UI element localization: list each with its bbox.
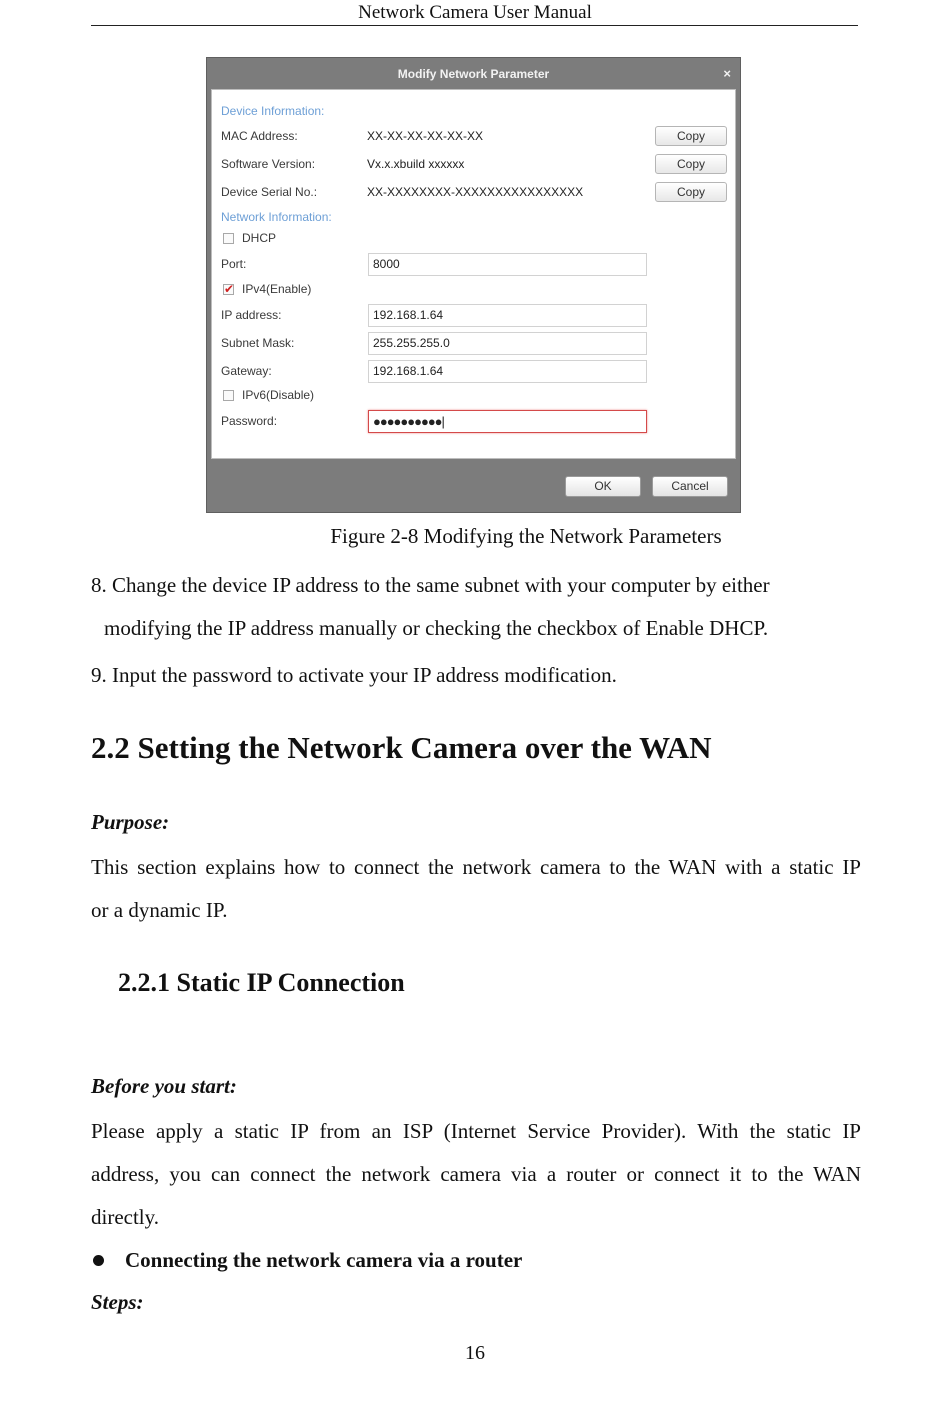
step-8-line-2: modifying the IP address manually or checking the checkbox of Enable DHCP. [104,616,769,640]
bullet-item: Connecting the network camera via a router [125,1248,523,1272]
before-line-1: Please apply a static IP from an ISP (Internet Service Provider). With the static IP [91,1119,861,1143]
serial-number-value: XX-XXXXXXXX-XXXXXXXXXXXXXXXX [367,185,584,199]
mac-address-value: XX-XX-XX-XX-XX-XX [367,129,484,143]
dhcp-label: DHCP [242,231,277,245]
ipv6-checkbox[interactable] [223,390,234,401]
step-9: 9. Input the password to activate your IP address modification. [91,663,617,687]
gateway-input[interactable]: 192.168.1.64 [368,360,647,383]
mac-address-label: MAC Address: [221,129,298,143]
modify-network-parameter-dialog [206,57,741,513]
steps-label: Steps: [91,1290,144,1314]
dialog-title: Modify Network Parameter [397,67,550,81]
ipv6-label: IPv6(Disable) [242,388,315,402]
device-information-heading: Device Information: [221,104,325,118]
software-version-value: Vx.x.xbuild xxxxxx [367,157,465,171]
before-line-3: directly. [91,1205,160,1229]
copy-software-version-button[interactable]: Copy [655,154,727,174]
running-header: Network Camera User Manual [358,2,592,23]
header-rule [91,25,858,26]
password-input[interactable]: ●●●●●●●●●●| [368,410,647,433]
dhcp-checkbox[interactable] [223,233,234,244]
subnet-mask-label: Subnet Mask: [221,336,295,350]
port-input[interactable]: 8000 [368,253,647,276]
cancel-button[interactable]: Cancel [652,476,728,497]
ip-address-input[interactable]: 192.168.1.64 [368,304,647,327]
checkmark-icon: ✔ [224,282,235,296]
network-information-heading: Network Information: [221,210,332,224]
dialog-body [211,89,736,459]
figure-caption: Figure 2-8 Modifying the Network Parameters [330,524,722,548]
ipv4-checkbox[interactable] [223,284,234,295]
port-label: Port: [221,257,247,271]
bullet-icon [93,1255,104,1266]
purpose-line-2: or a dynamic IP. [91,898,228,922]
ok-button[interactable]: OK [565,476,641,497]
purpose-label: Purpose: [91,810,170,834]
purpose-line-1: This section explains how to connect the network camera to the WAN with a static IP [91,855,861,879]
gateway-label: Gateway: [221,364,272,378]
subsection-heading: 2.2.1 Static IP Connection [118,968,405,997]
before-you-start-label: Before you start: [91,1074,237,1098]
serial-number-label: Device Serial No.: [221,185,318,199]
copy-mac-button[interactable]: Copy [655,126,727,146]
subnet-mask-input[interactable]: 255.255.255.0 [368,332,647,355]
section-heading: 2.2 Setting the Network Camera over the WAN [91,730,712,765]
before-line-2: address, you can connect the network camera via a router or connect it to the WAN [91,1162,861,1186]
ip-address-label: IP address: [221,308,282,322]
close-icon[interactable]: × [723,66,731,81]
page-number: 16 [465,1342,485,1364]
password-label: Password: [221,414,278,428]
copy-serial-number-button[interactable]: Copy [655,182,727,202]
software-version-label: Software Version: [221,157,316,171]
step-8-line-1: 8. Change the device IP address to the same subnet with your computer by either [91,573,770,597]
ipv4-label: IPv4(Enable) [242,282,312,296]
